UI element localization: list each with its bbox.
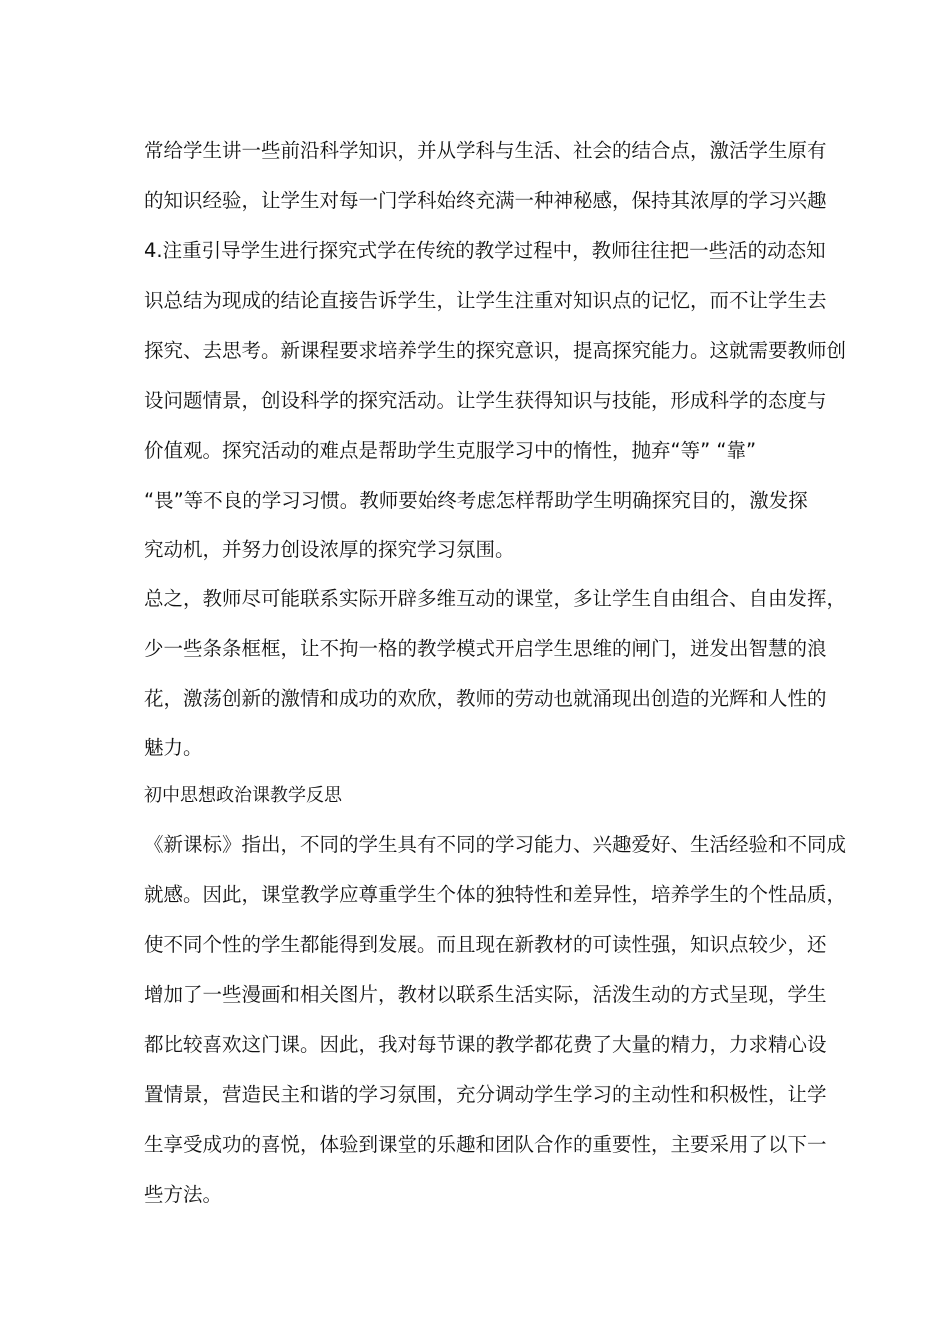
text-line: 4.注重引导学生进行探究式学在传统的教学过程中，教师往往把一些活的动态知 [144,239,826,262]
text-line: 设问题情景，创设科学的探究活动。让学生获得知识与技能，形成科学的态度与 [144,389,827,412]
text-line: 常给学生讲一些前沿科学知识，并从学科与生活、社会的结合点，激活学生原有 [144,139,827,162]
text-line: 价值观。探究活动的难点是帮助学生克服学习中的惰性，抛弃“等” “靠” [144,439,757,462]
text-line: 少一些条条框框，让不拘一格的教学模式开启学生思维的闸门，迸发出智慧的浪 [144,637,827,660]
text-line: 增加了一些漫画和相关图片，教材以联系生活实际，活泼生动的方式呈现，学生 [144,983,827,1006]
text-line: 置情景，营造民主和谐的学习氛围，充分调动学生学习的主动性和积极性，让学 [144,1083,827,1106]
text-line: 的知识经验，让学生对每一门学科始终充满一种神秘感，保持其浓厚的学习兴趣 [144,189,827,212]
text-line: 就感。因此，课堂教学应尊重学生个体的独特性和差异性，培养学生的个性品质， [144,883,847,906]
section-title: 初中思想政治课教学反思 [144,785,342,806]
body-text [144,126,847,1220]
text-line: 花，激荡创新的激情和成功的欢欣，教师的劳动也就涌现出创造的光辉和人性的 [144,687,827,710]
text-line: 探究、去思考。新课程要求培养学生的探究意识，提高探究能力。这就需要教师创 [144,339,847,362]
text-line: 使不同个性的学生都能得到发展。而且现在新教材的可读性强，知识点较少，还 [144,933,827,956]
text-line: 生享受成功的喜悦，体验到课堂的乐趣和团队合作的重要性，主要采用了以下一 [144,1133,827,1156]
text-line: 《新课标》指出，不同的学生具有不同的学习能力、兴趣爱好、生活经验和不同成 [144,833,847,856]
text-line: 识总结为现成的结论直接告诉学生，让学生注重对知识点的记忆，而不让学生去 [144,289,827,312]
text-line: 些方法。 [144,1183,223,1206]
text-line: “畏”等不良的学习习惯。教师要始终考虑怎样帮助学生明确探究目的，激发探 [144,489,808,512]
text-line: 都比较喜欢这门课。因此，我对每节课的教学都花费了大量的精力，力求精心设 [144,1033,827,1056]
text-line: 魅力。 [144,736,203,759]
text-line: 总之，教师尽可能联系实际开辟多维互动的课堂，多让学生自由组合、自由发挥， [144,587,847,610]
text-line: 究动机，并努力创设浓厚的探究学习氛围。 [144,538,515,561]
